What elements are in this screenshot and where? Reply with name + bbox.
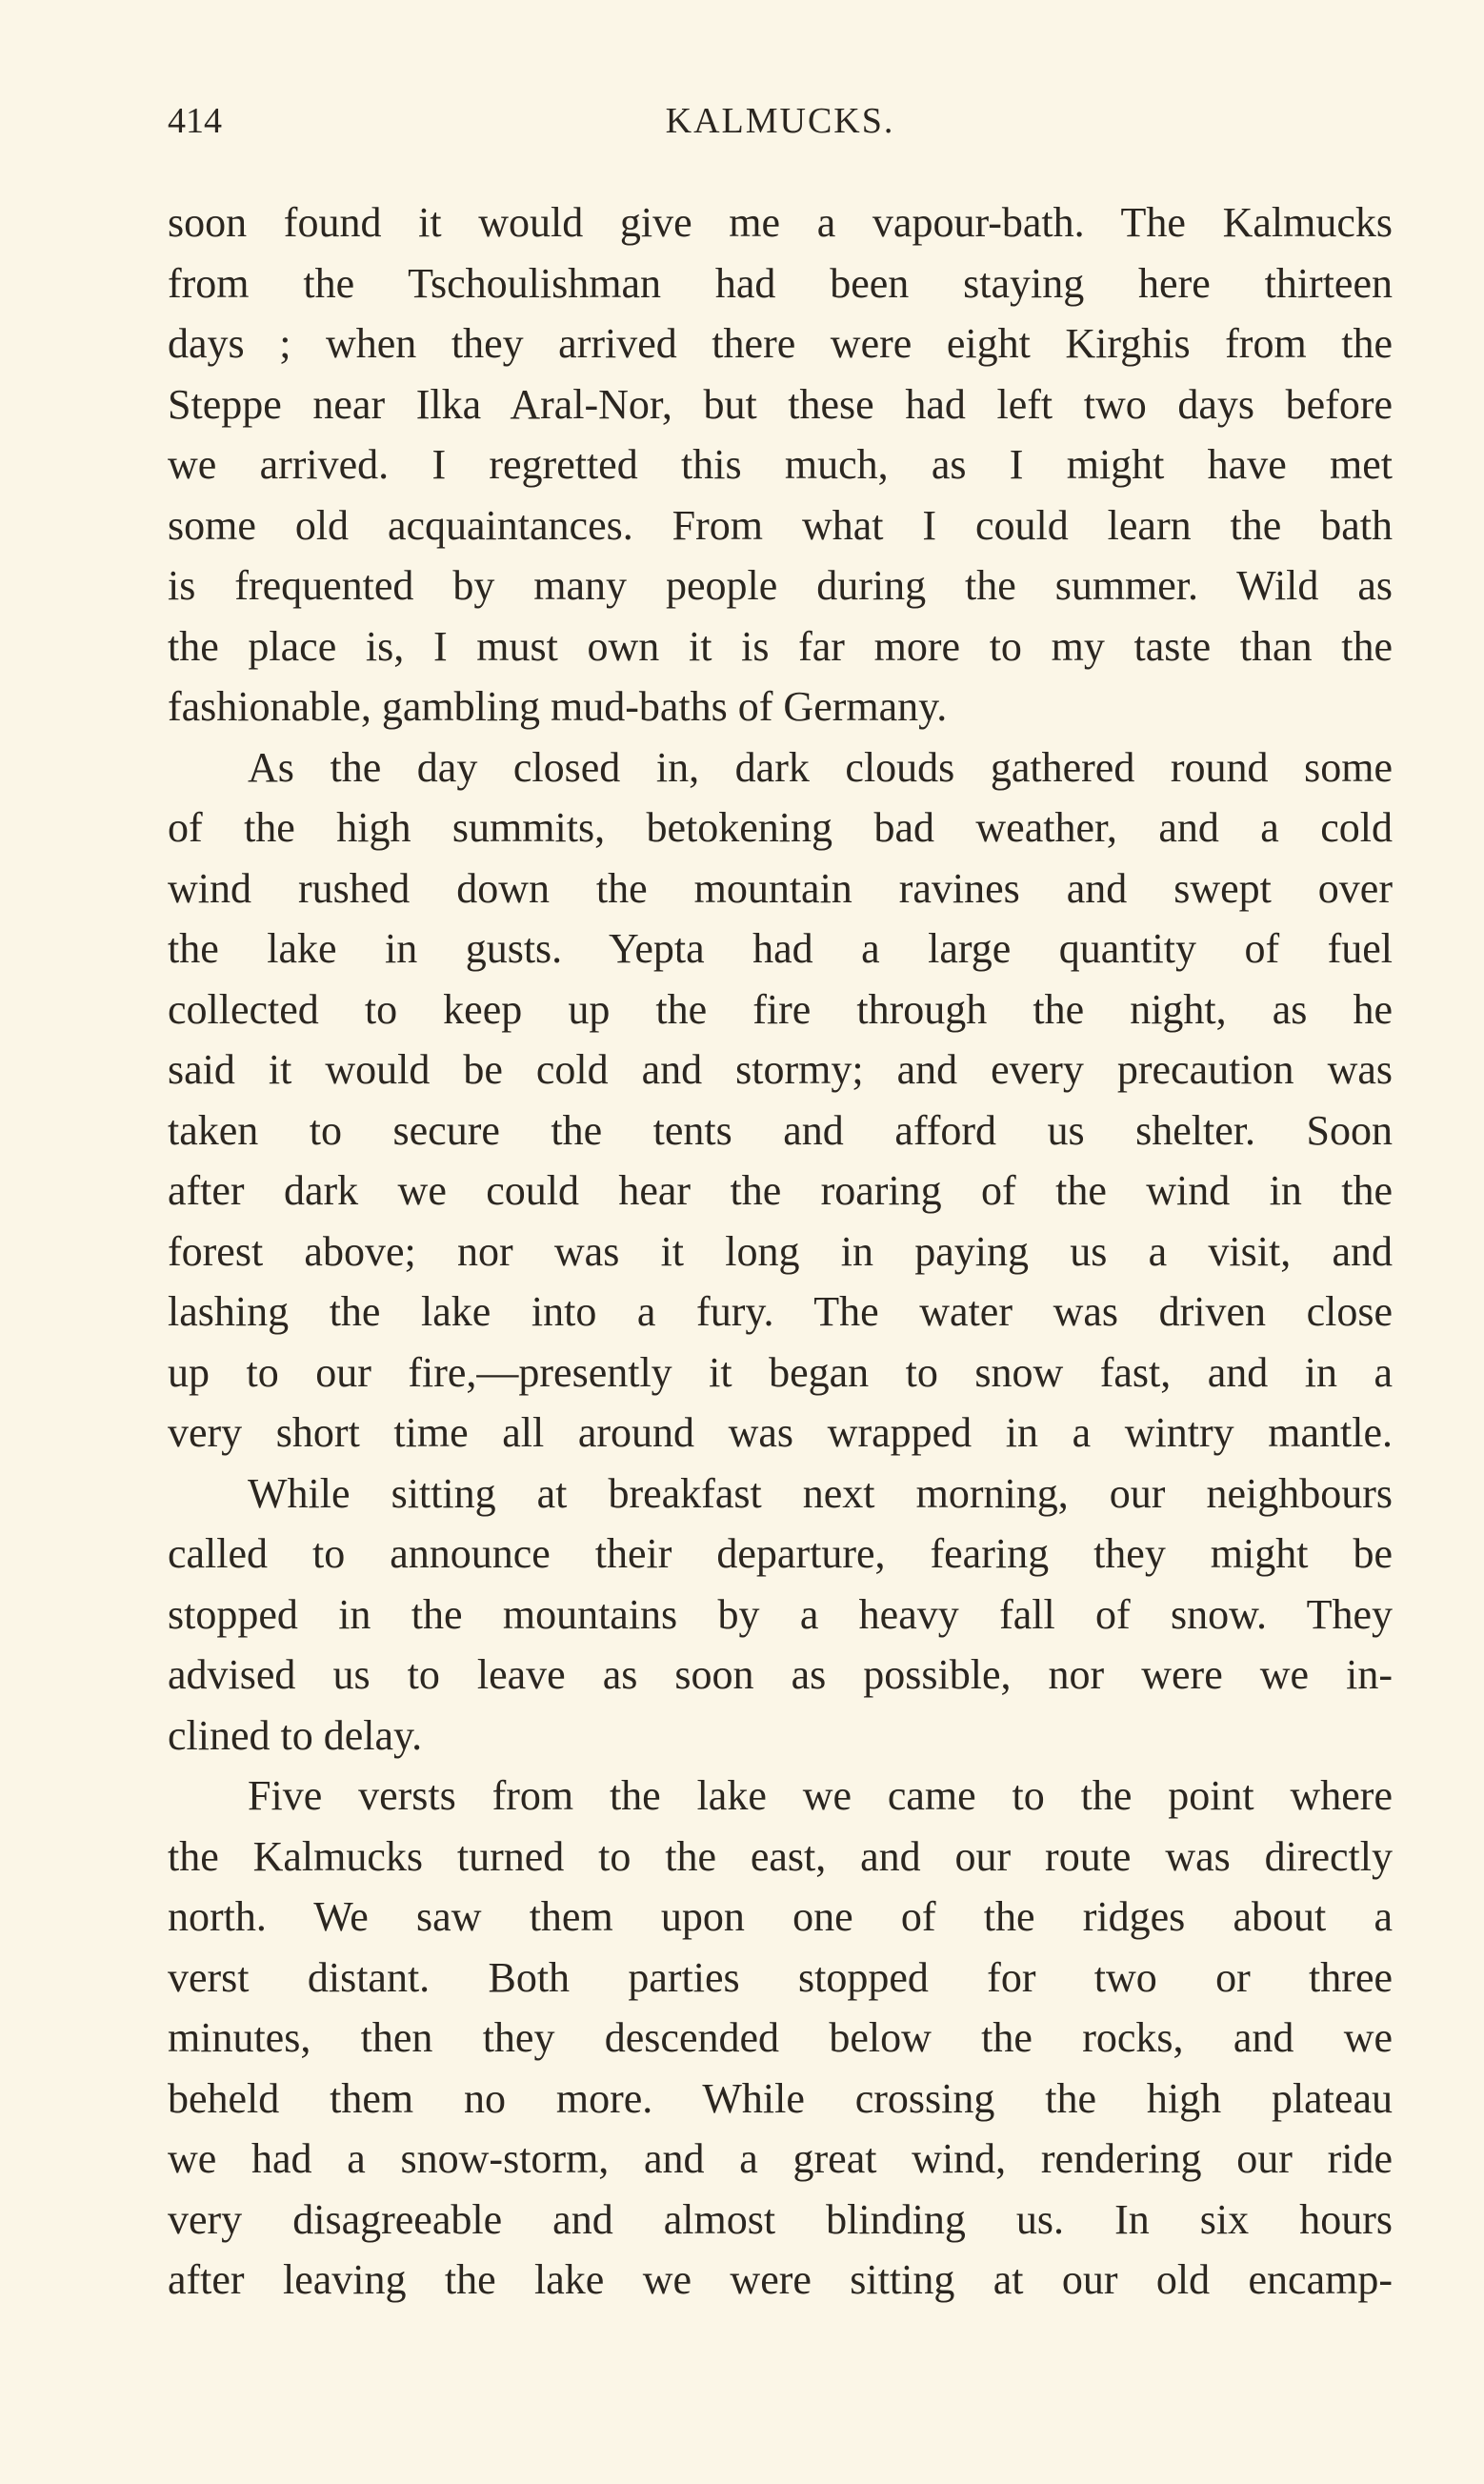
text-line: days ; when they arrived there were eight Kirghis from the [168, 320, 1393, 367]
text-line: the lake in gusts. Yepta had a large quantity of fuel [168, 925, 1393, 972]
text-line: advised us to leave as soon as possible, nor were we in- [168, 1651, 1393, 1698]
text-line: from the Tschoulishman had been staying here thirteen [168, 259, 1393, 307]
text-line: collected to keep up the fire through the night, as he [168, 985, 1393, 1033]
text-line: the Kalmucks turned to the east, and our route was directly [168, 1832, 1393, 1880]
text-line: beheld them no more. While crossing the high plateau [168, 2074, 1393, 2122]
text-line: the place is, I must own it is far more to my taste than the [168, 622, 1393, 670]
text-line: very short time all around was wrapped in a wintry mantle. [168, 1409, 1393, 1456]
text-line: up to our fire,—presently it began to snow fast, and in a [168, 1348, 1393, 1396]
text-line: north. We saw them upon one of the ridges about a [168, 1893, 1393, 1940]
text-line: fashionable, gambling mud-baths of Germany. [168, 683, 948, 730]
page-number: 414 [168, 101, 222, 141]
text-line: clined to delay. [168, 1711, 423, 1759]
text-line: we arrived. I regretted this much, as I might have met [168, 441, 1393, 488]
text-line: after leaving the lake we were sitting at our old encamp- [168, 2256, 1393, 2303]
text-line: soon found it would give me a vapour-bath. The Kalmucks [168, 199, 1393, 246]
text-line: taken to secure the tents and afford us shelter. Soon [168, 1106, 1393, 1154]
running-head: KALMUCKS. [665, 101, 895, 141]
text-line: after dark we could hear the roaring of the wind in the [168, 1167, 1393, 1214]
text-line: said it would be cold and stormy; and every precaution was [168, 1046, 1393, 1093]
text-line: verst distant. Both parties stopped for two or three [168, 1953, 1393, 2001]
text-line: stopped in the mountains by a heavy fall of snow. They [168, 1590, 1393, 1638]
paragraph-start-line: As the day closed in, dark clouds gathered round some [248, 743, 1393, 791]
text-line: we had a snow-storm, and a great wind, rendering our ride [168, 2135, 1393, 2182]
paragraph-start-line: While sitting at breakfast next morning, our neighbours [248, 1469, 1393, 1517]
text-line: of the high summits, betokening bad weather, and a cold [168, 804, 1393, 851]
text-line: lashing the lake into a fury. The water was driven close [168, 1288, 1393, 1335]
text-line: wind rushed down the mountain ravines and swept over [168, 864, 1393, 912]
text-line: very disagreeable and almost blinding us. In six hours [168, 2195, 1393, 2243]
text-line: minutes, then they descended below the rocks, and we [168, 2014, 1393, 2061]
page-header [168, 100, 1393, 153]
body-text [168, 192, 1393, 2311]
text-line: Steppe near Ilka Aral-Nor, but these had left two days before [168, 380, 1393, 428]
text-line: called to announce their departure, fearing they might be [168, 1530, 1393, 1577]
text-line: is frequented by many people during the summer. Wild as [168, 562, 1393, 609]
text-line: forest above; nor was it long in paying us a visit, and [168, 1227, 1393, 1275]
text-line: some old acquaintances. From what I could learn the bath [168, 501, 1393, 549]
paragraph-start-line: Five versts from the lake we came to the point where [248, 1772, 1393, 1819]
